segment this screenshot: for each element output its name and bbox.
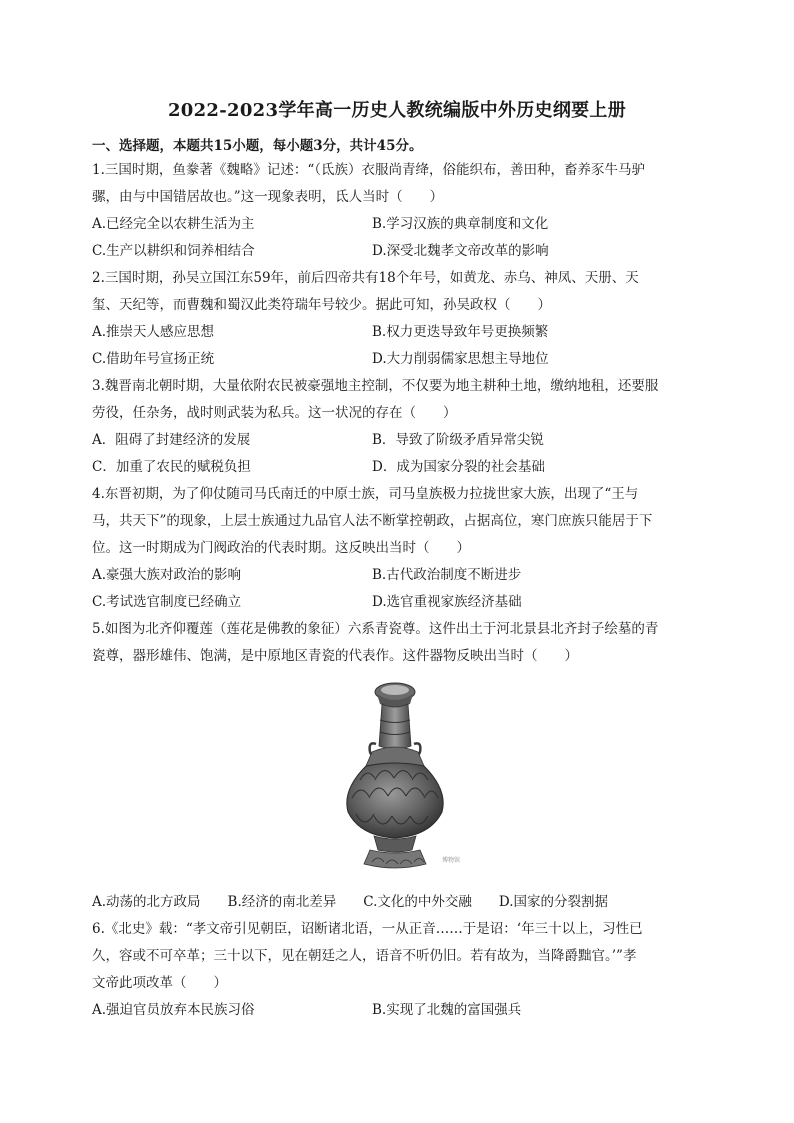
q6-stem-line-3: 文帝此项改革（ ）: [92, 975, 227, 991]
q2-option-b: B.权力更迭导致年号更换频繁: [372, 324, 549, 340]
q3-option-b: B．导致了阶级矛盾异常尖锐: [372, 432, 544, 448]
q5-stem-line-2: 瓷尊，器形雄伟、饱满，是中原地区青瓷的代表作。这件器物反映出当时（ ）: [92, 648, 578, 664]
q4-option-b: B.古代政治制度不断进步: [372, 567, 522, 583]
q4-option-a: A.豪强大族对政治的影响: [92, 567, 242, 583]
q2-option-c: C.借助年号宣扬正统: [92, 351, 215, 367]
q2-stem-line-2: 玺、天纪等，而曹魏和蜀汉此类符瑞年号较少。据此可知，孙吴政权（ ）: [92, 297, 551, 313]
q6-option-b: B.实现了北魏的富国强兵: [372, 1002, 522, 1018]
q2-option-a: A.推崇天人感应思想: [92, 324, 215, 340]
q1-option-b: B.学习汉族的典章制度和文化: [372, 216, 549, 232]
q2-option-d: D.大力削弱儒家思想主导地位: [372, 351, 549, 367]
q3-option-d: D．成为国家分裂的社会基础: [372, 459, 545, 475]
q5-options: A.动荡的北方政局 B.经济的南北差异 C.文化的中外交融 D.国家的分裂割据: [92, 894, 609, 910]
q6-option-a: A.强迫官员放弃本民族习俗: [92, 1002, 255, 1018]
q1-stem-line-2: 骡，由与中国错居故也。”这一现象表明，氐人当时（ ）: [92, 189, 444, 205]
q4-stem-line-3: 位。这一时期成为门阀政治的代表时期。这反映出当时（ ）: [92, 540, 470, 556]
q5-stem-line-1: 5.如图为北齐仰覆莲（莲花是佛教的象征）六系青瓷尊。这件出土于河北景县北齐封子绘墓的青: [92, 621, 659, 637]
q1-stem-line-1: 1.三国时期，鱼豢著《魏略》记述：“（氐族）衣服尚青绛，俗能织布，善田种，畜养豕牛马驴: [92, 162, 646, 178]
q3-stem-line-1: 3.魏晋南北朝时期，大量依附农民被豪强地主控制，不仅要为地主耕种土地，缴纳地租，还要服: [92, 378, 659, 394]
q3-option-c: C．加重了农民的赋税负担: [92, 459, 251, 475]
figure-watermark: 博物馆: [442, 858, 460, 864]
q6-stem-line-1: 6.《北史》载：“孝文帝引见朝臣，诏断诸北语，一从正音……于是诏：‘年三十以上，习性已: [92, 921, 643, 937]
q4-option-d: D.选官重视家族经济基础: [372, 594, 522, 610]
q4-stem-line-2: 马，共天下”的现象，上层士族通过九品官人法不断掌控朝政，占据高位，寒门庶族只能居于下: [92, 513, 653, 529]
q3-stem-line-2: 劳役，任杂务，战时则武装为私兵。这一状况的存在（ ）: [92, 405, 457, 421]
q4-option-c: C.考试选官制度已经确立: [92, 594, 242, 610]
q1-option-c: C.生产以耕织和饲养相结合: [92, 243, 255, 259]
q6-stem-line-2: 久，容或不可卒革；三十以下，见在朝廷之人，语音不听仍旧。若有故为，当降爵黜官。’”孝: [92, 948, 637, 964]
section-heading: 一、选择题，本题共15小题，每小题3分，共计45分。: [92, 138, 423, 154]
q3-option-a: A．阻碍了封建经济的发展: [92, 432, 251, 448]
q1-option-a: A.已经完全以农耕生活为主: [92, 216, 255, 232]
q1-option-d: D.深受北魏孝文帝改革的影响: [372, 243, 549, 259]
q2-stem-line-1: 2.三国时期，孙吴立国江东59年，前后四帝共有18个年号，如黄龙、赤乌、神凤、天册、天: [92, 270, 639, 286]
q4-stem-line-1: 4.东晋初期，为了仰仗随司马氏南迁的中原士族，司马皇族极力拉拢世家大族，出现了“王与: [92, 486, 639, 502]
celadon-zun-vase-image: [330, 680, 460, 876]
page-title: 2022-2023学年高一历史人教统编版中外历史纲要上册: [167, 100, 627, 121]
